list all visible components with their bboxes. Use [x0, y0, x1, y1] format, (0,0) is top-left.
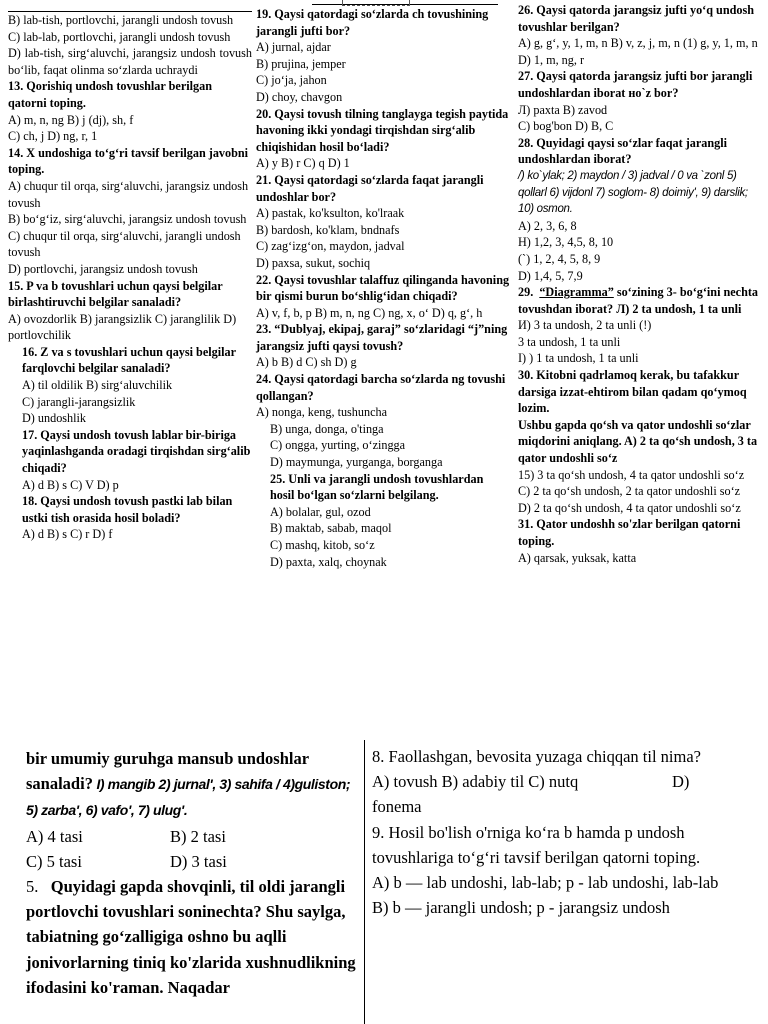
- option-line: C) ch, j D) ng, r, 1: [8, 129, 98, 144]
- option-b: B) 2 tasi: [170, 826, 226, 846]
- option-line: C) jarangli-jarangsizlik: [22, 394, 136, 409]
- option-line: B) bardosh, ko'klam, bndnafs: [256, 222, 400, 237]
- option-line: D) paxsa, sukut, sochiq: [256, 255, 371, 270]
- option-line: C) 2 ta qo‘sh undosh, 2 ta qator undoshli so‘z: [518, 484, 741, 499]
- term-diagramma: “Diagramma”: [539, 285, 614, 300]
- word-list: I) mangib 2) jurnal', 3) sahifa / 4)guliston; 5) zarba', 6) vafo', 7) ulug'.: [26, 776, 351, 819]
- question-31: 31. Qator undoshh so'zlar berilgan qatorni toping.: [518, 517, 741, 548]
- option-line: A) m, n, ng B) j (dj), sh, f: [8, 112, 134, 127]
- option-d: D): [672, 772, 690, 792]
- option-line: C) lab-lab, portlovchi, jarangli undosh tovush: [8, 29, 231, 44]
- option-line: B) unga, donga, o'tinga: [270, 421, 384, 436]
- bottom-column-right: [372, 744, 724, 920]
- question-23: 23. “Dublyaj, ekipaj, garaj” so‘zlaridagi “j”ning jarangsiz jufti qaysi tovush?: [256, 322, 508, 353]
- option-c: C) 5 tasi: [26, 851, 82, 871]
- option-line: A) y B) r C) q D) 1: [256, 156, 350, 171]
- option-line: D) paxta, xalq, choynak: [270, 554, 387, 569]
- option-line: C) ongga, yurting, o‘zingga: [270, 438, 406, 453]
- question-5: [26, 874, 362, 1000]
- question-25: 25. Unli va jarangli undosh tovushlardan hosil bo‘lgan so‘zlarni belgilang.: [270, 471, 484, 503]
- question-8: 8. Faollashgan, bevosita yuzaga chiqqan til nima?: [372, 747, 701, 766]
- option-line: D) undoshlik: [22, 411, 86, 426]
- option-line: Л) paxta B) zavod: [518, 102, 608, 117]
- option-a: A) 4 tasi: [26, 826, 83, 846]
- option-line: A) d B) s C) V D) p: [22, 477, 119, 492]
- option-line: D) choy, chavgon: [256, 89, 343, 104]
- question-27: 27. Qaysi qatorda jarangsiz jufti bor jarangli undoshlardan iborat ʜо`z bor?: [518, 69, 753, 100]
- option-line: B) prujina, jemper: [256, 56, 346, 71]
- option-line: B) maktab, sabab, maqol: [270, 521, 392, 536]
- option-line: A) 2, 3, 6, 8: [518, 218, 577, 233]
- option-line: 15) 3 ta qo‘sh undosh, 4 ta qator undoshli so‘z: [518, 467, 745, 482]
- word-list: /) ko`ylak; 2) maydon / 3) jadval / 0 va `zonl 5) qollarl 6) vijdonl 7) soglom- 8) doimiy', 9) darslik; 10) osmon.: [518, 169, 748, 216]
- option-line: A) b B) d C) sh D) g: [256, 355, 357, 370]
- option-line: A) b — lab undoshi, lab-lab; p - lab undoshi, lab-lab: [372, 873, 719, 893]
- question-24: 24. Qaysi qatordagi barcha so‘zlarda ng tovushi qollangan?: [256, 372, 506, 403]
- option-line: C) zag‘izg‘on, maydon, jadval: [256, 239, 405, 254]
- option-line: A) pastak, ko'ksulton, ko'lraak: [256, 206, 405, 221]
- option-line: B) b — jarangli undosh; p - jarangsiz undosh: [372, 898, 670, 918]
- question-19: 19. Qaysi qatordagi so‘zlarda ch tovushining jarangli jufti bor?: [256, 7, 489, 38]
- option-line: (`) 1, 2, 4, 5, 8, 9: [518, 251, 601, 266]
- column-right: [518, 2, 762, 566]
- option-line: C) chuqur til orqa, sirg‘aluvchi, jarangli undosh tovush: [8, 228, 241, 260]
- option-row: [372, 769, 724, 794]
- option-line: A) nonga, keng, tushuncha: [256, 405, 387, 420]
- option-line: A) qarsak, yuksak, katta: [518, 550, 637, 565]
- option-line: C) jo‘ja, jahon: [256, 73, 327, 88]
- option-line: B) bo‘g‘iz, sirg‘aluvchi, jarangsiz undosh tovush: [8, 212, 247, 227]
- option-line: D) 2 ta qo‘sh undosh, 4 ta qator undoshli so‘z: [518, 500, 741, 515]
- option-d: D) 3 tasi: [170, 851, 227, 871]
- question-number: 5.: [26, 877, 39, 897]
- option-line: I) ) 1 ta undosh, 1 ta unli: [518, 351, 639, 366]
- option-line: fonema: [372, 797, 422, 817]
- option-line: A) ovozdorlik B) jarangsizlik C) jaranglilik D) portlovchilik: [8, 311, 237, 343]
- option-line: A) til oldilik B) sirg‘aluvchilik: [22, 378, 173, 393]
- question-number: 29.: [518, 285, 534, 300]
- question-15: 15. P va b tovushlari uchun qaysi belgilar birlashtiruvchi belgilar sanaladi?: [8, 278, 223, 310]
- option-line: C) bog'bon D) B, C: [518, 119, 614, 134]
- column-divider: [364, 740, 365, 1024]
- question-29: [518, 284, 762, 317]
- question-13: 13. Qorishiq undosh tovushlar berilgan qatorni toping.: [8, 79, 212, 110]
- column-left: [8, 12, 252, 543]
- option-line: A) chuqur til orqa, sirg‘aluvchi, jarangsiz undosh tovush: [8, 178, 249, 210]
- option-row: [26, 824, 362, 849]
- question-20: 20. Qaysi tovush tilning tanglayga tegish paytida havoning ikki yondagi tirqishdan sirg‘alib chiqishidan hosil bo‘ladi?: [256, 106, 509, 154]
- options-abc: A) tovush B) adabiy til C) nutq: [372, 772, 579, 792]
- option-line: A) d B) s C) r D) f: [22, 527, 113, 542]
- question-text: [26, 746, 362, 824]
- option-line: D) portlovchi, jarangsiz undosh tovush: [8, 261, 198, 276]
- option-line: A) jurnal, ajdar: [256, 40, 331, 55]
- option-line: A) g, g‘, y, 1, m, n B) v, z, j, m, n (1) g, y, 1, m, n D) 1, m, ng, r: [518, 36, 758, 67]
- option-row: [26, 849, 362, 874]
- question-22: 22. Qaysi tovushlar talaffuz qilinganda havoning bir qismi burun bo‘shlig‘idan chiqadi?: [256, 272, 510, 304]
- option-line: A) bolalar, gul, ozod: [270, 504, 371, 519]
- question-30: 30. Kitobni qadrlamoq kerak, bu tafakkur darsiga izzat-ehtirom bilan qadam qo‘ymoq lozim.: [518, 368, 747, 416]
- question-16: 16. Z va s tovushlari uchun qaysi belgilar farqlovchi belgilar sanaladi?: [22, 344, 236, 376]
- question-26: 26. Qaysi qatorda jarangsiz jufti yo‘q undosh tovushlar berilgan?: [518, 3, 754, 34]
- question-9: 9. Hosil bo'lish o'rniga ko‘ra b hamda p undosh tovushlariga to‘g‘ri tavsif berilgan qatorni toping.: [372, 822, 701, 867]
- question-18: 18. Qaysi undosh tovush pastki lab bilan ustki tish orasida hosil boladi?: [22, 494, 233, 525]
- option-line: D) lab-tish, sirg‘aluvchi, jarangsiz undosh tovush bo‘lib, faqat olinma so‘zlarda uchraydi: [8, 46, 252, 77]
- option-line: C) mashq, kitob, so‘z: [270, 538, 375, 552]
- option-line: B) lab-tish, portlovchi, jarangli undosh tovush: [8, 13, 234, 27]
- question-text: so‘zining 3- bo‘g‘ini nechta tovushdan iborat? Л) 2 ta undosh, 1 ta unli: [518, 285, 759, 316]
- question-17: 17. Qaysi undosh tovush lablar bir-biriga yaqinlashganda oradagi tirqishdan sirg‘alib chiqadi?: [22, 427, 251, 476]
- question-21: 21. Qaysi qatordagi so‘zlarda faqat jarangli undoshlar bor?: [256, 172, 484, 204]
- bottom-column-left: [26, 746, 362, 1000]
- option-line: И) 3 ta undosh, 2 ta unli (!): [518, 318, 652, 333]
- option-line: D) maymunga, yurganga, borganga: [270, 455, 443, 470]
- option-line: D) 1,4, 5, 7,9: [518, 268, 583, 283]
- option-line: H) 1,2, 3, 4,5, 8, 10: [518, 235, 614, 250]
- option-line: 3 ta undosh, 1 ta unli: [518, 334, 621, 349]
- question-14: 14. X undoshiga to‘g‘ri tavsif berilgan javobni toping.: [8, 145, 249, 177]
- question-28: 28. Quyidagi qaysi so‘zlar faqat jarangli undoshlardan iborat?: [518, 135, 728, 167]
- bottom-page-section: [0, 740, 768, 1024]
- question-stem: bir umumiy guruhga mansub undoshlar sanaladi?: [26, 749, 309, 794]
- column-middle: [256, 6, 510, 570]
- question-text: Quyidagi gapda shovqinli, til oldi jarangli portlovchi tovushlari soninechta? Shu saylga, tabiatning go‘zalligiga oshno bu aqlli jonivorlarning tiniq ko'zlarida xushnudlikning ifodasini ko'raman. Naqadar: [26, 877, 356, 997]
- option-line: A) v, f, b, p B) m, n, ng C) ng, x, o‘ D) q, g‘, h: [256, 305, 483, 320]
- question-30-task: Ushbu gapda qo‘sh va qator undoshli so‘zlar miqdorini aniqlang. A) 2 ta qo‘sh undosh, 3 ta qator undoshli so‘z: [518, 417, 758, 466]
